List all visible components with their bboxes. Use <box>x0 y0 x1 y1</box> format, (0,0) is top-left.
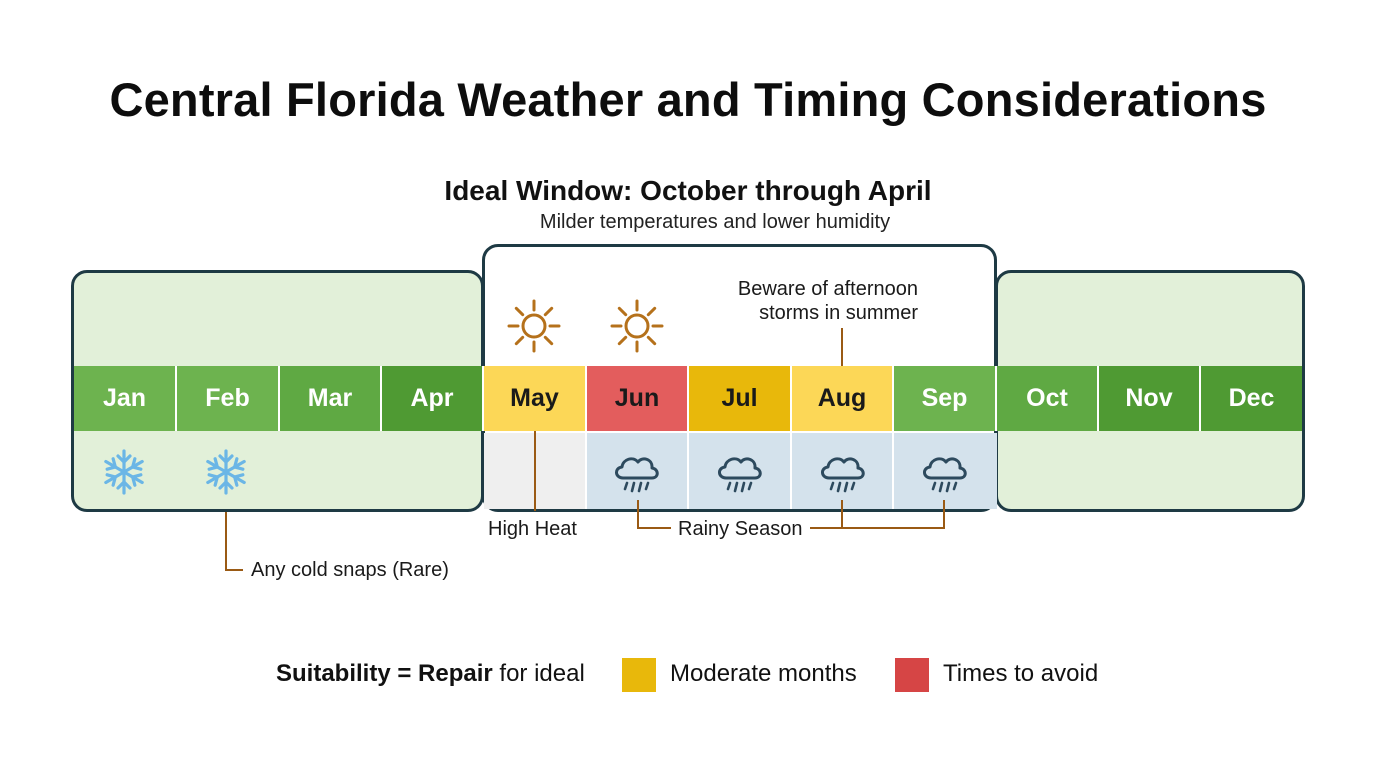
month-aug: Aug <box>792 366 894 431</box>
cold-snap-callout-line <box>225 512 227 571</box>
month-dec: Dec <box>1201 366 1302 431</box>
storms-note-line1: Beware of afternoon <box>737 278 918 300</box>
legend-ideal-rest: for ideal <box>492 660 585 687</box>
month-jan: Jan <box>74 366 177 431</box>
cold-snap-label: Any cold snaps (Rare) <box>251 559 449 581</box>
rain-cloud-icon <box>714 448 766 500</box>
ideal-window-heading: Ideal Window: October through April <box>444 175 932 206</box>
high-heat-callout-line <box>534 431 536 511</box>
rainy-bracket-left <box>637 527 671 529</box>
legend-ideal-label <box>276 660 585 688</box>
sun-icon <box>609 298 665 354</box>
rainy-bracket-sep <box>943 500 945 529</box>
storms-note-line2: storms in summer <box>759 302 918 324</box>
legend-moderate-swatch <box>622 658 656 692</box>
legend-avoid-swatch <box>895 658 929 692</box>
sun-icon <box>506 298 562 354</box>
legend-ideal-bold: Suitability = Repair <box>276 660 493 687</box>
month-jun: Jun <box>587 366 689 431</box>
rain-cloud-icon <box>919 448 971 500</box>
rainy-bracket-right <box>810 527 945 529</box>
month-sep: Sep <box>894 366 997 431</box>
rain-cloud-icon <box>817 448 869 500</box>
ideal-window-note: Milder temperatures and lower humidity <box>539 211 891 233</box>
rain-cloud-icon <box>611 448 663 500</box>
month-may: May <box>484 366 587 431</box>
month-nov: Nov <box>1099 366 1201 431</box>
rainy-bracket-jun <box>637 500 639 529</box>
storms-callout-line <box>841 328 843 366</box>
high-heat-label: High Heat <box>488 518 577 540</box>
month-apr: Apr <box>382 366 484 431</box>
month-mar: Mar <box>280 366 382 431</box>
month-feb: Feb <box>177 366 280 431</box>
page-title: Central Florida Weather and Timing Considerations <box>109 73 1267 126</box>
month-oct: Oct <box>997 366 1099 431</box>
cold-snap-callout-tick <box>225 569 243 571</box>
snowflake-icon <box>100 448 148 496</box>
rainy-bracket-aug <box>841 500 843 529</box>
rainy-season-label: Rainy Season <box>678 518 803 540</box>
legend-avoid-label: Times to avoid <box>943 660 1099 687</box>
snowflake-icon <box>202 448 250 496</box>
legend-moderate-label: Moderate months <box>670 660 857 687</box>
month-jul: Jul <box>689 366 792 431</box>
